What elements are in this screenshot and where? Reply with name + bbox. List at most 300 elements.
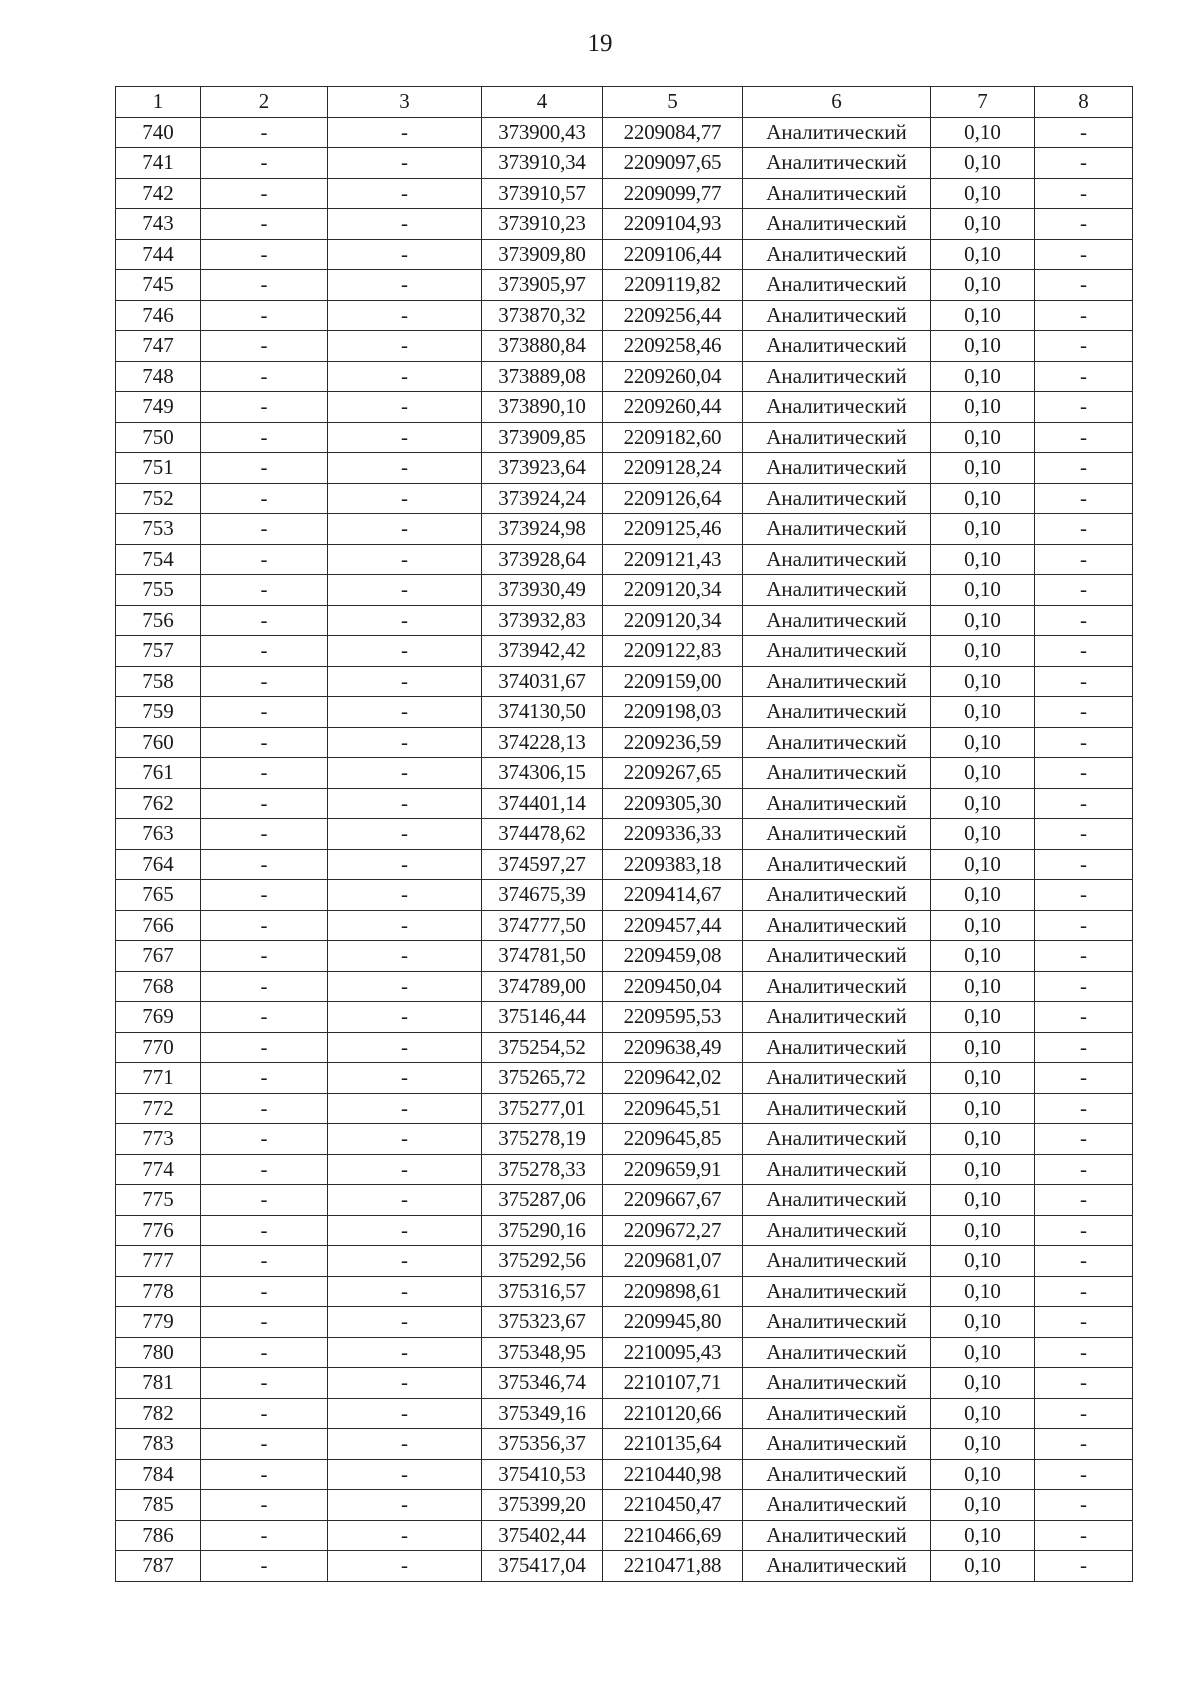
table-cell-col-6: Аналитический bbox=[743, 636, 931, 667]
table-cell-col-3: - bbox=[328, 422, 482, 453]
table-cell-col-8: - bbox=[1035, 1520, 1133, 1551]
table-cell-col-1: 762 bbox=[116, 788, 201, 819]
table-cell-col-1: 755 bbox=[116, 575, 201, 606]
table-cell-col-6: Аналитический bbox=[743, 239, 931, 270]
table-cell-col-7: 0,10 bbox=[931, 483, 1035, 514]
table-cell-col-8: - bbox=[1035, 1490, 1133, 1521]
table-cell-col-4: 373924,98 bbox=[482, 514, 603, 545]
table-cell-col-4: 374597,27 bbox=[482, 849, 603, 880]
table-cell-col-7: 0,10 bbox=[931, 605, 1035, 636]
table-cell-col-3: - bbox=[328, 148, 482, 179]
table-cell-col-2: - bbox=[201, 1551, 328, 1582]
table-cell-col-7: 0,10 bbox=[931, 880, 1035, 911]
table-cell-col-8: - bbox=[1035, 666, 1133, 697]
table-cell-col-2: - bbox=[201, 666, 328, 697]
table-cell-col-8: - bbox=[1035, 331, 1133, 362]
table-row bbox=[116, 178, 1133, 209]
table-cell-col-7: 0,10 bbox=[931, 819, 1035, 850]
table-cell-col-6: Аналитический bbox=[743, 361, 931, 392]
table-cell-col-1: 760 bbox=[116, 727, 201, 758]
table-cell-col-6: Аналитический bbox=[743, 422, 931, 453]
table-cell-col-4: 373909,80 bbox=[482, 239, 603, 270]
table-cell-col-8: - bbox=[1035, 758, 1133, 789]
table-cell-col-7: 0,10 bbox=[931, 209, 1035, 240]
table-cell-col-8: - bbox=[1035, 1276, 1133, 1307]
table-cell-col-6: Аналитический bbox=[743, 544, 931, 575]
table-cell-col-8: - bbox=[1035, 880, 1133, 911]
table-cell-col-5: 2210135,64 bbox=[603, 1429, 743, 1460]
table-cell-col-3: - bbox=[328, 605, 482, 636]
table-cell-col-3: - bbox=[328, 1520, 482, 1551]
table-cell-col-2: - bbox=[201, 178, 328, 209]
table-cell-col-7: 0,10 bbox=[931, 1307, 1035, 1338]
table-cell-col-8: - bbox=[1035, 1124, 1133, 1155]
table-cell-col-7: 0,10 bbox=[931, 544, 1035, 575]
table-cell-col-3: - bbox=[328, 910, 482, 941]
table-cell-col-8: - bbox=[1035, 361, 1133, 392]
table-cell-col-5: 2209645,85 bbox=[603, 1124, 743, 1155]
table-cell-col-8: - bbox=[1035, 1215, 1133, 1246]
table-cell-col-4: 373928,64 bbox=[482, 544, 603, 575]
table-cell-col-6: Аналитический bbox=[743, 849, 931, 880]
column-header-4: 4 bbox=[482, 87, 603, 118]
table-cell-col-3: - bbox=[328, 1063, 482, 1094]
table-cell-col-3: - bbox=[328, 819, 482, 850]
column-header-8: 8 bbox=[1035, 87, 1133, 118]
table-cell-col-7: 0,10 bbox=[931, 1368, 1035, 1399]
table-cell-col-1: 774 bbox=[116, 1154, 201, 1185]
table-cell-col-8: - bbox=[1035, 453, 1133, 484]
column-header-7: 7 bbox=[931, 87, 1035, 118]
table-cell-col-5: 2209198,03 bbox=[603, 697, 743, 728]
table-row bbox=[116, 1276, 1133, 1307]
table-cell-col-4: 375292,56 bbox=[482, 1246, 603, 1277]
table-cell-col-3: - bbox=[328, 514, 482, 545]
table-cell-col-5: 2209659,91 bbox=[603, 1154, 743, 1185]
table-row bbox=[116, 758, 1133, 789]
table-cell-col-4: 373905,97 bbox=[482, 270, 603, 301]
table-cell-col-5: 2209260,04 bbox=[603, 361, 743, 392]
table-row bbox=[116, 1032, 1133, 1063]
table-cell-col-6: Аналитический bbox=[743, 514, 931, 545]
table-cell-col-7: 0,10 bbox=[931, 1124, 1035, 1155]
table-cell-col-4: 373942,42 bbox=[482, 636, 603, 667]
table-cell-col-2: - bbox=[201, 300, 328, 331]
table-row bbox=[116, 117, 1133, 148]
table-row bbox=[116, 971, 1133, 1002]
table-row bbox=[116, 1002, 1133, 1033]
table-cell-col-5: 2209258,46 bbox=[603, 331, 743, 362]
table-cell-col-8: - bbox=[1035, 605, 1133, 636]
table-row bbox=[116, 727, 1133, 758]
table-row bbox=[116, 1154, 1133, 1185]
table-row bbox=[116, 300, 1133, 331]
table-cell-col-8: - bbox=[1035, 300, 1133, 331]
table-cell-col-6: Аналитический bbox=[743, 880, 931, 911]
table-cell-col-6: Аналитический bbox=[743, 1032, 931, 1063]
table-cell-col-6: Аналитический bbox=[743, 666, 931, 697]
table-cell-col-3: - bbox=[328, 727, 482, 758]
table-cell-col-8: - bbox=[1035, 209, 1133, 240]
table-cell-col-4: 375277,01 bbox=[482, 1093, 603, 1124]
table-cell-col-7: 0,10 bbox=[931, 697, 1035, 728]
table-cell-col-6: Аналитический bbox=[743, 819, 931, 850]
table-cell-col-1: 778 bbox=[116, 1276, 201, 1307]
table-cell-col-1: 772 bbox=[116, 1093, 201, 1124]
column-header-1: 1 bbox=[116, 87, 201, 118]
table-cell-col-5: 2210450,47 bbox=[603, 1490, 743, 1521]
table-cell-col-6: Аналитический bbox=[743, 483, 931, 514]
table-cell-col-1: 757 bbox=[116, 636, 201, 667]
table-cell-col-1: 764 bbox=[116, 849, 201, 880]
table-cell-col-5: 2209305,30 bbox=[603, 788, 743, 819]
table-row bbox=[116, 1368, 1133, 1399]
table-cell-col-7: 0,10 bbox=[931, 941, 1035, 972]
table-row bbox=[116, 788, 1133, 819]
table-row bbox=[116, 1124, 1133, 1155]
column-header-6: 6 bbox=[743, 87, 931, 118]
table-cell-col-5: 2209672,27 bbox=[603, 1215, 743, 1246]
table-cell-col-1: 767 bbox=[116, 941, 201, 972]
table-row bbox=[116, 1215, 1133, 1246]
table-cell-col-8: - bbox=[1035, 575, 1133, 606]
table-cell-col-3: - bbox=[328, 300, 482, 331]
table-cell-col-7: 0,10 bbox=[931, 910, 1035, 941]
table-row bbox=[116, 514, 1133, 545]
table-cell-col-4: 374228,13 bbox=[482, 727, 603, 758]
table-cell-col-5: 2209128,24 bbox=[603, 453, 743, 484]
table-cell-col-8: - bbox=[1035, 148, 1133, 179]
table-cell-col-7: 0,10 bbox=[931, 422, 1035, 453]
table-cell-col-2: - bbox=[201, 758, 328, 789]
table-row bbox=[116, 239, 1133, 270]
table-cell-col-2: - bbox=[201, 392, 328, 423]
table-cell-col-7: 0,10 bbox=[931, 1337, 1035, 1368]
table-cell-col-5: 2209126,64 bbox=[603, 483, 743, 514]
table-cell-col-1: 780 bbox=[116, 1337, 201, 1368]
table-cell-col-4: 375290,16 bbox=[482, 1215, 603, 1246]
table-cell-col-8: - bbox=[1035, 1002, 1133, 1033]
table-cell-col-8: - bbox=[1035, 483, 1133, 514]
table-cell-col-5: 2209267,65 bbox=[603, 758, 743, 789]
table-cell-col-5: 2210440,98 bbox=[603, 1459, 743, 1490]
table-cell-col-2: - bbox=[201, 910, 328, 941]
table-cell-col-5: 2209256,44 bbox=[603, 300, 743, 331]
table-cell-col-8: - bbox=[1035, 1185, 1133, 1216]
table-row bbox=[116, 636, 1133, 667]
table-cell-col-7: 0,10 bbox=[931, 1215, 1035, 1246]
table-cell-col-6: Аналитический bbox=[743, 1398, 931, 1429]
table-cell-col-6: Аналитический bbox=[743, 727, 931, 758]
table-cell-col-6: Аналитический bbox=[743, 1185, 931, 1216]
table-cell-col-3: - bbox=[328, 1429, 482, 1460]
table-cell-col-1: 756 bbox=[116, 605, 201, 636]
table-cell-col-2: - bbox=[201, 544, 328, 575]
table-cell-col-3: - bbox=[328, 544, 482, 575]
table-cell-col-3: - bbox=[328, 453, 482, 484]
table-cell-col-2: - bbox=[201, 1246, 328, 1277]
table-cell-col-1: 765 bbox=[116, 880, 201, 911]
table-cell-col-1: 787 bbox=[116, 1551, 201, 1582]
table-cell-col-1: 758 bbox=[116, 666, 201, 697]
table-cell-col-5: 2209645,51 bbox=[603, 1093, 743, 1124]
table-cell-col-8: - bbox=[1035, 1337, 1133, 1368]
table-cell-col-6: Аналитический bbox=[743, 453, 931, 484]
table-cell-col-7: 0,10 bbox=[931, 1459, 1035, 1490]
table-cell-col-5: 2209642,02 bbox=[603, 1063, 743, 1094]
table-row bbox=[116, 1307, 1133, 1338]
table-row bbox=[116, 666, 1133, 697]
table-cell-col-2: - bbox=[201, 1063, 328, 1094]
table-row bbox=[116, 605, 1133, 636]
table-cell-col-3: - bbox=[328, 1185, 482, 1216]
table-cell-col-7: 0,10 bbox=[931, 1276, 1035, 1307]
table-cell-col-5: 2209119,82 bbox=[603, 270, 743, 301]
table-row bbox=[116, 697, 1133, 728]
table-cell-col-1: 759 bbox=[116, 697, 201, 728]
table-cell-col-2: - bbox=[201, 1032, 328, 1063]
table-cell-col-1: 777 bbox=[116, 1246, 201, 1277]
table-cell-col-1: 766 bbox=[116, 910, 201, 941]
table-cell-col-8: - bbox=[1035, 727, 1133, 758]
table-cell-col-8: - bbox=[1035, 636, 1133, 667]
table-cell-col-8: - bbox=[1035, 178, 1133, 209]
table-cell-col-2: - bbox=[201, 941, 328, 972]
table-cell-col-6: Аналитический bbox=[743, 270, 931, 301]
table-cell-col-1: 775 bbox=[116, 1185, 201, 1216]
table-cell-col-6: Аналитический bbox=[743, 1154, 931, 1185]
table-cell-col-8: - bbox=[1035, 239, 1133, 270]
table-cell-col-2: - bbox=[201, 422, 328, 453]
table-cell-col-2: - bbox=[201, 239, 328, 270]
table-row bbox=[116, 392, 1133, 423]
table-cell-col-6: Аналитический bbox=[743, 971, 931, 1002]
table-cell-col-8: - bbox=[1035, 849, 1133, 880]
table-cell-col-5: 2209457,44 bbox=[603, 910, 743, 941]
table-cell-col-7: 0,10 bbox=[931, 1246, 1035, 1277]
table-cell-col-6: Аналитический bbox=[743, 941, 931, 972]
table-row bbox=[116, 1490, 1133, 1521]
table-cell-col-5: 2209898,61 bbox=[603, 1276, 743, 1307]
table-cell-col-6: Аналитический bbox=[743, 1337, 931, 1368]
table-cell-col-7: 0,10 bbox=[931, 1032, 1035, 1063]
table-cell-col-8: - bbox=[1035, 1368, 1133, 1399]
table-cell-col-5: 2209097,65 bbox=[603, 148, 743, 179]
table-cell-col-7: 0,10 bbox=[931, 117, 1035, 148]
table-cell-col-7: 0,10 bbox=[931, 178, 1035, 209]
table-cell-col-3: - bbox=[328, 331, 482, 362]
table-cell-col-4: 373910,57 bbox=[482, 178, 603, 209]
table-cell-col-8: - bbox=[1035, 697, 1133, 728]
table-row bbox=[116, 331, 1133, 362]
table-row bbox=[116, 575, 1133, 606]
table-cell-col-1: 773 bbox=[116, 1124, 201, 1155]
table-cell-col-4: 374675,39 bbox=[482, 880, 603, 911]
table-cell-col-1: 768 bbox=[116, 971, 201, 1002]
table-cell-col-5: 2210466,69 bbox=[603, 1520, 743, 1551]
table-row bbox=[116, 1246, 1133, 1277]
table-cell-col-2: - bbox=[201, 1520, 328, 1551]
table-cell-col-8: - bbox=[1035, 1093, 1133, 1124]
table-cell-col-4: 373923,64 bbox=[482, 453, 603, 484]
table-cell-col-3: - bbox=[328, 1307, 482, 1338]
table-row bbox=[116, 422, 1133, 453]
table-cell-col-6: Аналитический bbox=[743, 605, 931, 636]
table-cell-col-4: 373932,83 bbox=[482, 605, 603, 636]
table-cell-col-7: 0,10 bbox=[931, 636, 1035, 667]
table-cell-col-3: - bbox=[328, 270, 482, 301]
table-cell-col-8: - bbox=[1035, 422, 1133, 453]
table-cell-col-2: - bbox=[201, 849, 328, 880]
table-cell-col-6: Аналитический bbox=[743, 209, 931, 240]
table-cell-col-2: - bbox=[201, 1002, 328, 1033]
table-row bbox=[116, 209, 1133, 240]
table-cell-col-4: 374478,62 bbox=[482, 819, 603, 850]
table-row bbox=[116, 880, 1133, 911]
table-cell-col-7: 0,10 bbox=[931, 300, 1035, 331]
table-row bbox=[116, 361, 1133, 392]
table-cell-col-2: - bbox=[201, 1093, 328, 1124]
table-cell-col-6: Аналитический bbox=[743, 392, 931, 423]
table-cell-col-1: 741 bbox=[116, 148, 201, 179]
table-cell-col-4: 373910,23 bbox=[482, 209, 603, 240]
table-cell-col-4: 375349,16 bbox=[482, 1398, 603, 1429]
table-cell-col-1: 769 bbox=[116, 1002, 201, 1033]
table-cell-col-7: 0,10 bbox=[931, 788, 1035, 819]
table-cell-col-2: - bbox=[201, 1124, 328, 1155]
table-cell-col-3: - bbox=[328, 239, 482, 270]
table-row bbox=[116, 1063, 1133, 1094]
table-cell-col-3: - bbox=[328, 1124, 482, 1155]
table-cell-col-7: 0,10 bbox=[931, 575, 1035, 606]
table-cell-col-3: - bbox=[328, 1032, 482, 1063]
table-cell-col-3: - bbox=[328, 971, 482, 1002]
table-cell-col-1: 784 bbox=[116, 1459, 201, 1490]
table-cell-col-4: 373909,85 bbox=[482, 422, 603, 453]
table-cell-col-5: 2209099,77 bbox=[603, 178, 743, 209]
table-cell-col-3: - bbox=[328, 575, 482, 606]
column-header-2: 2 bbox=[201, 87, 328, 118]
table-cell-col-4: 375316,57 bbox=[482, 1276, 603, 1307]
table-cell-col-7: 0,10 bbox=[931, 270, 1035, 301]
table-cell-col-7: 0,10 bbox=[931, 1398, 1035, 1429]
table-cell-col-1: 748 bbox=[116, 361, 201, 392]
table-cell-col-7: 0,10 bbox=[931, 1490, 1035, 1521]
table-cell-col-4: 374031,67 bbox=[482, 666, 603, 697]
table-cell-col-3: - bbox=[328, 361, 482, 392]
table-cell-col-8: - bbox=[1035, 819, 1133, 850]
table-cell-col-3: - bbox=[328, 1154, 482, 1185]
table-cell-col-6: Аналитический bbox=[743, 697, 931, 728]
table-cell-col-7: 0,10 bbox=[931, 514, 1035, 545]
table-cell-col-5: 2209336,33 bbox=[603, 819, 743, 850]
table-cell-col-8: - bbox=[1035, 514, 1133, 545]
table-cell-col-8: - bbox=[1035, 788, 1133, 819]
table-header-row bbox=[116, 87, 1133, 118]
column-header-5: 5 bbox=[603, 87, 743, 118]
table-cell-col-1: 754 bbox=[116, 544, 201, 575]
table-cell-col-7: 0,10 bbox=[931, 331, 1035, 362]
table-cell-col-4: 375254,52 bbox=[482, 1032, 603, 1063]
table-cell-col-3: - bbox=[328, 1490, 482, 1521]
table-cell-col-4: 375323,67 bbox=[482, 1307, 603, 1338]
table-cell-col-1: 747 bbox=[116, 331, 201, 362]
table-cell-col-4: 375265,72 bbox=[482, 1063, 603, 1094]
table-cell-col-1: 750 bbox=[116, 422, 201, 453]
table-cell-col-8: - bbox=[1035, 1429, 1133, 1460]
table-cell-col-7: 0,10 bbox=[931, 1093, 1035, 1124]
table-cell-col-6: Аналитический bbox=[743, 1124, 931, 1155]
table-cell-col-7: 0,10 bbox=[931, 453, 1035, 484]
table-cell-col-3: - bbox=[328, 117, 482, 148]
table-cell-col-4: 373870,32 bbox=[482, 300, 603, 331]
table-row bbox=[116, 1459, 1133, 1490]
table-cell-col-5: 2210120,66 bbox=[603, 1398, 743, 1429]
table-cell-col-2: - bbox=[201, 636, 328, 667]
table-cell-col-3: - bbox=[328, 1215, 482, 1246]
table-cell-col-6: Аналитический bbox=[743, 575, 931, 606]
table-cell-col-6: Аналитический bbox=[743, 117, 931, 148]
table-cell-col-7: 0,10 bbox=[931, 1154, 1035, 1185]
table-cell-col-2: - bbox=[201, 331, 328, 362]
table-cell-col-4: 375346,74 bbox=[482, 1368, 603, 1399]
table-cell-col-5: 2209236,59 bbox=[603, 727, 743, 758]
table-cell-col-3: - bbox=[328, 941, 482, 972]
table-cell-col-5: 2209122,83 bbox=[603, 636, 743, 667]
table-cell-col-7: 0,10 bbox=[931, 971, 1035, 1002]
table-cell-col-5: 2209182,60 bbox=[603, 422, 743, 453]
table-cell-col-4: 375402,44 bbox=[482, 1520, 603, 1551]
table-cell-col-5: 2209106,44 bbox=[603, 239, 743, 270]
table-cell-col-1: 779 bbox=[116, 1307, 201, 1338]
table-cell-col-3: - bbox=[328, 697, 482, 728]
table-cell-col-3: - bbox=[328, 1368, 482, 1399]
column-header-3: 3 bbox=[328, 87, 482, 118]
table-row bbox=[116, 1337, 1133, 1368]
table-cell-col-2: - bbox=[201, 819, 328, 850]
table-cell-col-5: 2209120,34 bbox=[603, 605, 743, 636]
table-cell-col-1: 785 bbox=[116, 1490, 201, 1521]
table-cell-col-4: 375278,19 bbox=[482, 1124, 603, 1155]
table-cell-col-7: 0,10 bbox=[931, 1002, 1035, 1033]
table-row bbox=[116, 1551, 1133, 1582]
table-cell-col-5: 2209104,93 bbox=[603, 209, 743, 240]
table-cell-col-6: Аналитический bbox=[743, 788, 931, 819]
table-cell-col-4: 374781,50 bbox=[482, 941, 603, 972]
table-cell-col-7: 0,10 bbox=[931, 392, 1035, 423]
table-cell-col-6: Аналитический bbox=[743, 1520, 931, 1551]
table-cell-col-8: - bbox=[1035, 1307, 1133, 1338]
table-cell-col-6: Аналитический bbox=[743, 1276, 931, 1307]
table-cell-col-5: 2209159,00 bbox=[603, 666, 743, 697]
table-cell-col-5: 2209414,67 bbox=[603, 880, 743, 911]
table-cell-col-3: - bbox=[328, 666, 482, 697]
table-cell-col-4: 374789,00 bbox=[482, 971, 603, 1002]
table-cell-col-2: - bbox=[201, 361, 328, 392]
table-cell-col-4: 375348,95 bbox=[482, 1337, 603, 1368]
table-cell-col-7: 0,10 bbox=[931, 239, 1035, 270]
table-cell-col-1: 776 bbox=[116, 1215, 201, 1246]
table-cell-col-7: 0,10 bbox=[931, 1185, 1035, 1216]
table-row bbox=[116, 849, 1133, 880]
table-cell-col-6: Аналитический bbox=[743, 300, 931, 331]
table-cell-col-2: - bbox=[201, 1215, 328, 1246]
table-cell-col-4: 373930,49 bbox=[482, 575, 603, 606]
table-cell-col-5: 2210471,88 bbox=[603, 1551, 743, 1582]
table-cell-col-3: - bbox=[328, 209, 482, 240]
table-cell-col-2: - bbox=[201, 209, 328, 240]
table-cell-col-3: - bbox=[328, 483, 482, 514]
